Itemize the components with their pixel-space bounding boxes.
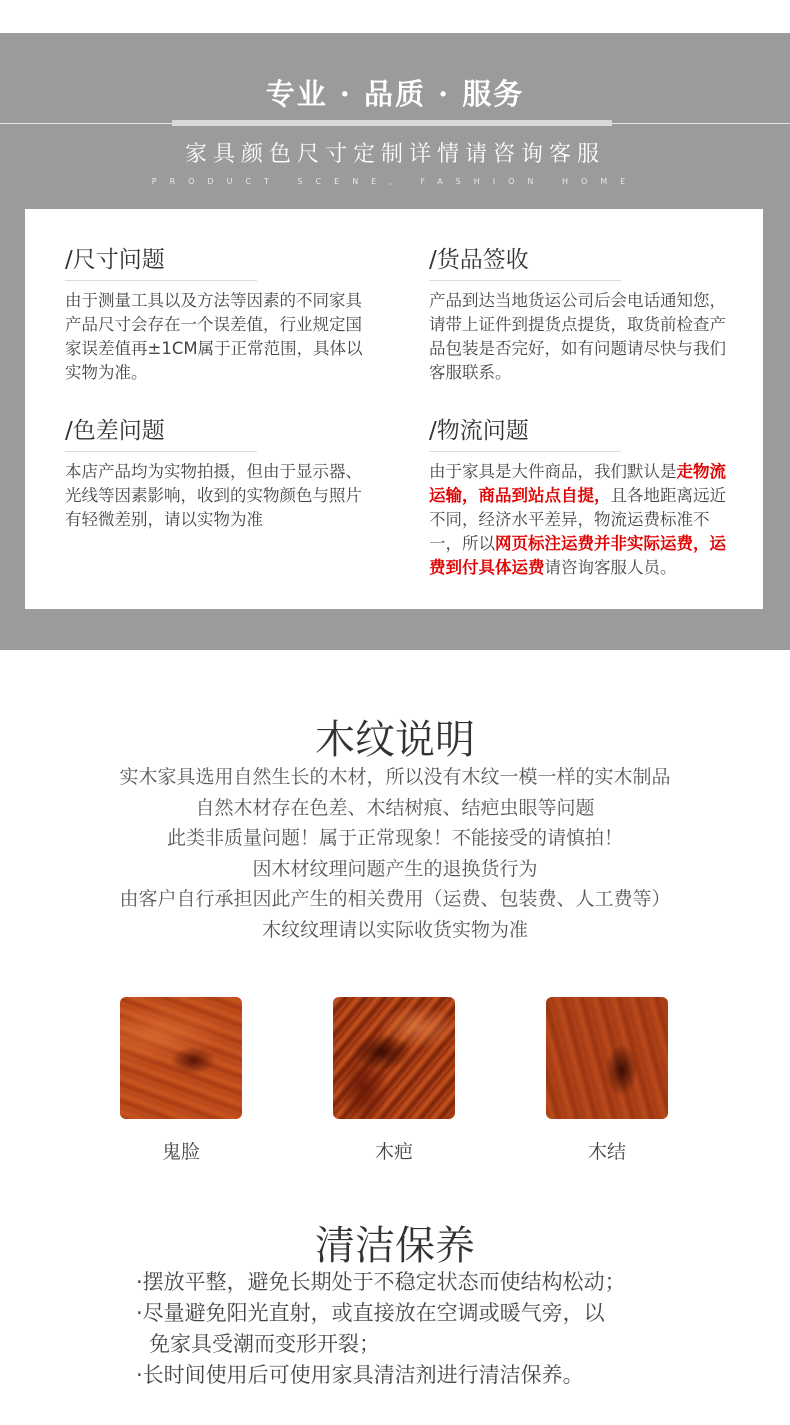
care-line: 免家具受潮而变形开裂；	[149, 1332, 380, 1356]
notice-card	[25, 209, 763, 609]
hero-title: 专业 · 品质 · 服务	[265, 77, 525, 111]
wood-line: 实木家具选用自然生长的木材，所以没有木纹一模一样的实木制品	[119, 766, 671, 788]
color-notice-title: /色差问题	[65, 412, 257, 452]
logistics-notice-text	[429, 460, 727, 580]
hero-tagline: PRODUCT SCENE, FASHION HOME	[151, 177, 639, 186]
wood-grain-title: 木纹说明	[315, 717, 475, 763]
receipt-notice	[429, 241, 729, 385]
wood-knot-label: 木结	[587, 1141, 626, 1163]
care-instructions	[136, 1267, 696, 1391]
logistics-notice	[429, 412, 727, 580]
logistics-notice-title: /物流问题	[429, 412, 621, 452]
care-line: ·长时间使用后可使用家具清洁剂进行清洁保养。	[136, 1363, 584, 1387]
logistics-text-2: 且各地距离远近不同，经济水平差异，物流运费标准不一，所以	[429, 486, 726, 553]
care-line: ·尽量避免阳光直射，或直接放在空调或暖气旁，以	[136, 1301, 605, 1325]
hero-divider-accent	[172, 120, 612, 126]
color-notice	[65, 412, 365, 532]
size-notice-title: /尺寸问题	[65, 241, 257, 281]
wood-line: 自然木材存在色差、木结树痕、结疤虫眼等问题	[195, 796, 595, 819]
size-notice	[65, 241, 365, 385]
ghost-face-grain-image	[120, 997, 242, 1119]
wood-scar-label: 木疤	[374, 1141, 413, 1163]
wood-line: 木纹纹理请以实际收货实物为准	[261, 918, 528, 941]
wood-line: 此类非质量问题！属于正常现象！不能接受的请慎拍！	[166, 827, 623, 849]
color-notice-text: 本店产品均为实物拍摄，但由于显示器、光线等因素影响，收到的实物颜色与照片有轻微差别，请以实物为准	[65, 462, 362, 529]
size-notice-text: 由于测量工具以及方法等因素的不同家具产品尺寸会存在一个误差值，行业规定国家误差值再±1CM属于正常范围，具体以实物为准。	[65, 291, 363, 382]
logistics-text-1: 由于家具是大件商品，我们默认是	[429, 462, 677, 481]
logistics-highlight-1: 走物流运输，商品到站点自提，	[429, 462, 726, 505]
hero-subtitle: 家具颜色尺寸定制详情请咨询客服	[184, 142, 605, 167]
wood-line: 因木材纹理问题产生的退换货行为	[252, 857, 538, 880]
receipt-notice-title: /货品签收	[429, 241, 621, 281]
care-title: 清洁保养	[315, 1223, 475, 1269]
ghost-face-label: 鬼脸	[161, 1141, 200, 1163]
receipt-notice-text: 产品到达当地货运公司后会电话通知您，请带上证件到提货点提货，取货前检查产品包装是否完好，如有问题请尽快与我们客服联系。	[429, 291, 726, 382]
wood-grain-description	[0, 762, 790, 945]
wood-scar-grain-image	[333, 997, 455, 1119]
care-line: ·摆放平整，避免长期处于不稳定状态而使结构松动；	[136, 1270, 626, 1294]
logistics-text-3: 请咨询客服人员。	[544, 558, 677, 577]
wood-line: 由客户自行承担因此产生的相关费用（运费、包装费、人工费等）	[119, 888, 671, 910]
wood-knot-grain-image	[546, 997, 668, 1119]
logistics-highlight-2: 网页标注运费并非实际运费，运费到付具体运费	[429, 534, 726, 577]
